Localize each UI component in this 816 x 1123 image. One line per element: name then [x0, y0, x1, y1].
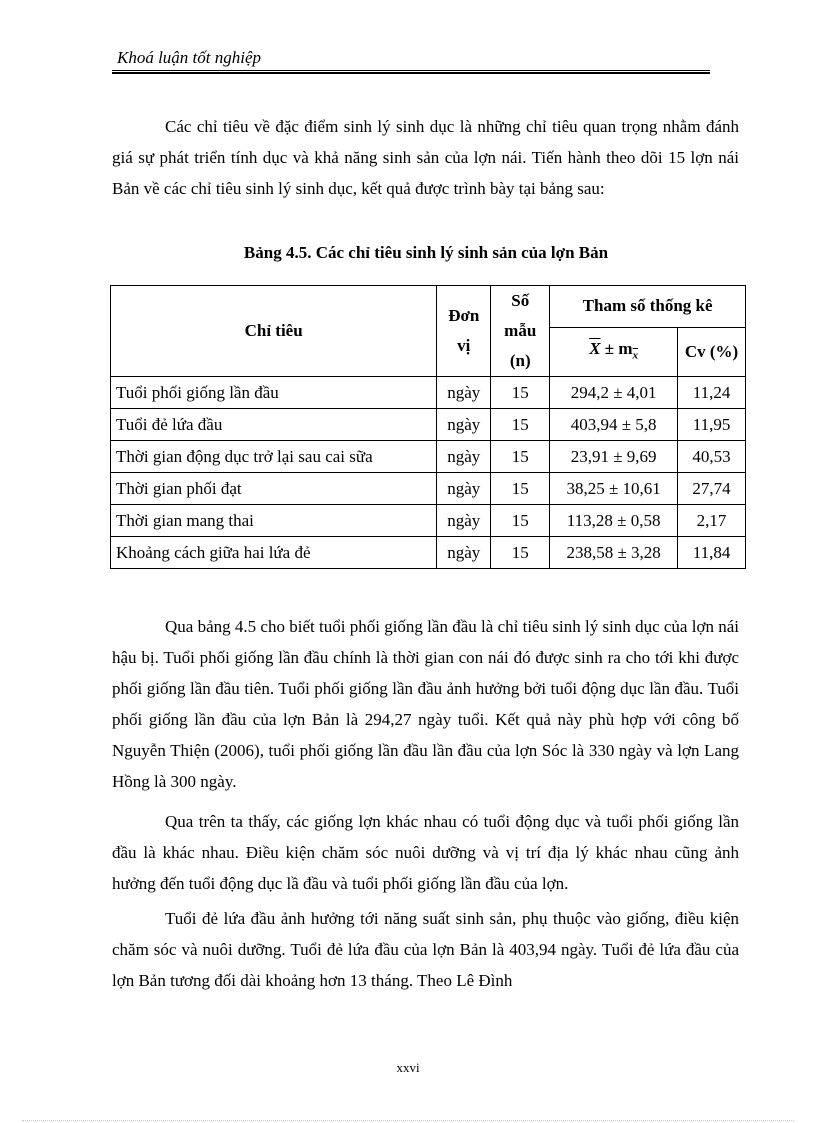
cell-samples: 15	[491, 409, 550, 441]
cell-cv: 11,24	[678, 377, 746, 409]
cell-cv: 11,84	[678, 537, 746, 569]
cell-samples: 15	[491, 473, 550, 505]
cell-cv: 40,53	[678, 441, 746, 473]
header-cv: Cv (%)	[678, 327, 746, 376]
mean-subscript: x	[632, 349, 639, 362]
cell-cv: 11,95	[678, 409, 746, 441]
cell-mean: 294,2 ± 4,01	[550, 377, 678, 409]
header-unit: Đơn vị	[437, 286, 491, 377]
cell-mean: 113,28 ± 0,58	[550, 505, 678, 537]
cell-samples: 15	[491, 537, 550, 569]
cell-unit: ngày	[437, 473, 491, 505]
cell-mean: 38,25 ± 10,61	[550, 473, 678, 505]
cell-mean: 403,94 ± 5,8	[550, 409, 678, 441]
page-bottom-divider	[22, 1120, 794, 1121]
table-row	[111, 409, 746, 441]
cell-samples: 15	[491, 505, 550, 537]
mean-symbol: $\overline{X}$	[589, 338, 601, 358]
cell-unit: ngày	[437, 377, 491, 409]
header-indicator: Chỉ tiêu	[111, 286, 437, 377]
cell-indicator: Thời gian mang thai	[111, 505, 437, 537]
cell-cv: 27,74	[678, 473, 746, 505]
cell-mean: 238,58 ± 3,28	[550, 537, 678, 569]
cell-mean: 23,91 ± 9,69	[550, 441, 678, 473]
cell-indicator: Thời gian phối đạt	[111, 473, 437, 505]
cell-unit: ngày	[437, 441, 491, 473]
body-paragraph-2: Qua trên ta thấy, các giống lợn khác nhau có tuổi động dục và tuổi phối giống lần đầu là khác nhau. Điều kiện chăm sóc nuôi dưỡng và vị trí địa lý khác nhau cũng ảnh hưởng đến tuổi động dục lầ đầu và tuổi phối giống lần đầu của lợn.	[112, 812, 739, 893]
table-row	[111, 441, 746, 473]
cell-samples: 15	[491, 441, 550, 473]
table-row	[111, 473, 746, 505]
body-paragraph-3: Tuổi đẻ lứa đầu ảnh hưởng tới năng suất sinh sản, phụ thuộc vào giống, điều kiện chăm sóc và nuôi dưỡng. Tuổi đẻ lứa đầu của lợn Bản là 403,94 ngày. Tuổi đẻ lứa đầu của lợn Bản tương đối dài khoảng hơn 13 tháng. Theo Lê Đình	[112, 909, 739, 990]
header-samples: Số mẫu (n)	[491, 286, 550, 377]
header-mean	[550, 327, 678, 376]
table-row	[111, 377, 746, 409]
intro-paragraph: Các chỉ tiêu về đặc điểm sinh lý sinh dục là những chỉ tiêu quan trọng nhằm đánh giá sự phát triển tính dục và khả năng sinh sản của lợn nái. Tiến hành theo dõi 15 lợn nái Bản về các chỉ tiêu sinh lý sinh dục, kết quả được trình bày tại bảng sau:	[112, 117, 739, 198]
cell-unit: ngày	[437, 537, 491, 569]
table-row	[111, 505, 746, 537]
header-title: Khoá luận tốt nghiệp	[117, 48, 262, 67]
mean-label: ± m	[604, 338, 633, 358]
header-stats: Tham số thống kê	[550, 286, 746, 328]
cell-indicator: Thời gian động dục trở lại sau cai sữa	[111, 441, 437, 473]
cell-unit: ngày	[437, 505, 491, 537]
table-caption: Bảng 4.5. Các chỉ tiêu sinh lý sinh sản của lợn Bản	[243, 243, 609, 262]
cell-indicator: Tuổi phối giống lần đầu	[111, 377, 437, 409]
body-paragraph-1: Qua bảng 4.5 cho biết tuổi phối giống lần đầu là chỉ tiêu sinh lý sinh dục của lợn nái hậu bị. Tuổi phối giống lần đầu chính là thời gian con nái đó được sinh ra cho tới khi được phối giống lần đầu tiên. Tuổi phối giống lần đầu ảnh hưởng bởi tuổi động dục lần đầu. Tuổi phối giống lần đầu của lợn Bản là 294,27 ngày tuổi. Kết quả này phù hợp với công bố Nguyễn Thiện (2006), tuổi phối giống lần đầu lần đầu của lợn Sóc là 330 ngày và lợn Lang Hồng là 300 ngày.	[112, 617, 739, 791]
cell-unit: ngày	[437, 409, 491, 441]
cell-samples: 15	[491, 377, 550, 409]
cell-cv: 2,17	[678, 505, 746, 537]
cell-indicator: Tuổi đẻ lứa đầu	[111, 409, 437, 441]
table-row	[111, 537, 746, 569]
page-number: xxvi	[396, 1060, 420, 1075]
cell-indicator: Khoảng cách giữa hai lứa đẻ	[111, 537, 437, 569]
header-divider	[112, 70, 710, 74]
stats-table	[110, 285, 746, 569]
